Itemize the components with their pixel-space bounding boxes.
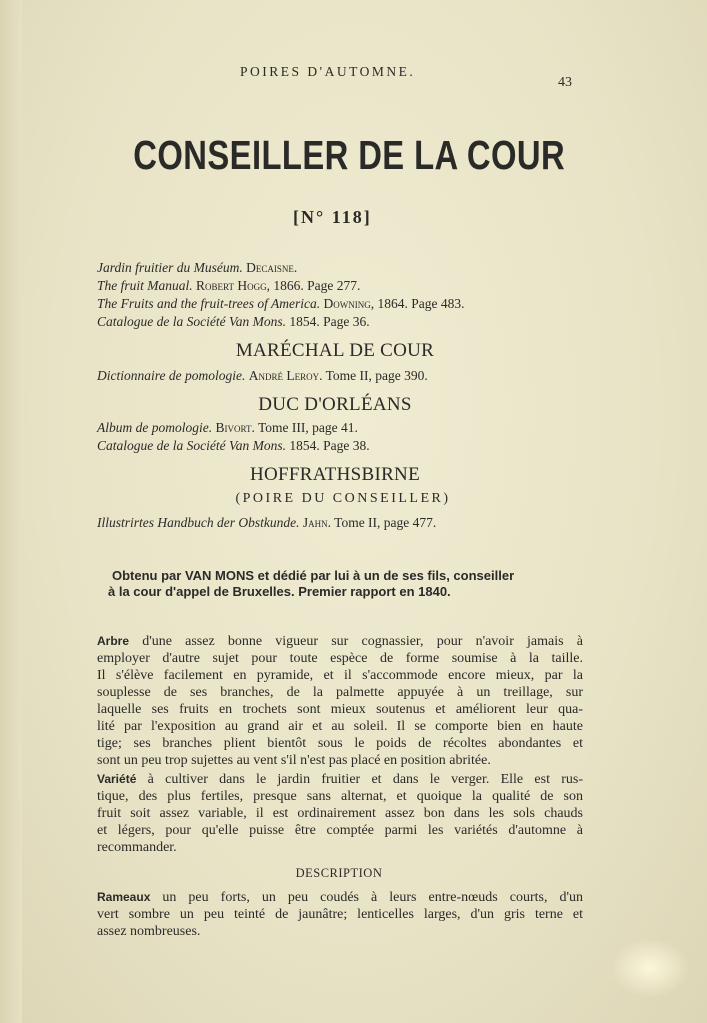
synonym-heading: DUC D'ORLÉANS xyxy=(258,394,412,415)
body-line: sont un peu trop sujettes au vent s'il n'est pas placé en position abritée. xyxy=(97,753,491,768)
body-line: souplesse de ses branches, de la palmette appuyée à un treillage, sur xyxy=(97,685,583,700)
body-line: fruit soit assez variable, il est ordinairement assez bon dans les sols chauds xyxy=(97,806,583,821)
synonym-heading: MARÉCHAL DE COUR xyxy=(235,340,435,361)
synonym-subtitle: (POIRE DU CONSEILLER) xyxy=(235,491,451,506)
reference-line: The Fruits and the fruit-trees of America. Downing, 1864. Page 483. xyxy=(97,296,465,311)
body-line: Variété à cultiver dans le jardin fruitier et dans le verger. Elle est rus- xyxy=(97,772,583,787)
body-line: Arbre d'une assez bonne vigueur sur cognassier, pour n'avoir jamais à xyxy=(97,634,583,649)
intro-line: à la cour d'appel de Bruxelles. Premier rapport en 1840. xyxy=(108,584,451,599)
running-header: POIRES D'AUTOMNE. xyxy=(240,64,416,79)
body-line: tique, des plus fertiles, presque sans alternat, et quoique la qualité de son xyxy=(97,789,583,804)
synonym-heading: HOFFRATHSBIRNE xyxy=(250,464,420,485)
body-line: vert sombre un peu teinté de jaunâtre; lenticelles larges, d'un gris terne et xyxy=(97,907,583,922)
body-line: Rameaux un peu forts, un peu coudés à leurs entre-nœuds courts, d'un xyxy=(97,890,583,905)
page-number: 43 xyxy=(558,75,572,90)
paper-stain xyxy=(610,938,690,998)
body-line: Il s'élève facilement en pyramide, et il s'accommode encore mieux, par la xyxy=(97,668,583,683)
intro-line: Obtenu par VAN MONS et dédié par lui à un de ses fils, conseiller xyxy=(112,568,515,583)
body-line: tige; ses branches plient bientôt sous le poids de récoltes abondantes et xyxy=(97,736,583,751)
reference-line: Album de pomologie. Bivort. Tome III, page 41. xyxy=(97,420,358,435)
page-title: CONSEILLER DE LA COUR xyxy=(133,132,566,178)
body-line: laquelle ses fruits en trochets sont mieux soutenus et améliorent leur qua- xyxy=(97,702,583,717)
variety-number: [N° 118] xyxy=(293,207,372,227)
body-line: employer d'autre sujet pour toute espèce de forme soumise à la taille. xyxy=(97,651,583,666)
body-line: et légers, pour qu'elle puisse être comptée parmi les variétés d'automne à xyxy=(97,823,583,838)
description-heading: DESCRIPTION xyxy=(295,866,383,880)
body-line: lité par l'exposition au grand air et au soleil. Il se comporte bien en haute xyxy=(97,719,583,734)
reference-line: The fruit Manual. Robert Hogg, 1866. Page 277. xyxy=(97,278,361,293)
body-line: assez nombreuses. xyxy=(97,924,201,939)
reference-line: Catalogue de la Société Van Mons. 1854. Page 38. xyxy=(97,438,370,453)
reference-line: Jardin fruitier du Muséum. Decaisne. xyxy=(97,260,298,275)
body-line: recommander. xyxy=(97,840,177,855)
reference-line: Catalogue de la Société Van Mons. 1854. Page 36. xyxy=(97,314,370,329)
reference-line: Illustrirtes Handbuch der Obstkunde. Jahn. Tome II, page 477. xyxy=(97,515,437,530)
reference-line: Dictionnaire de pomologie. André Leroy. Tome II, page 390. xyxy=(97,368,428,383)
